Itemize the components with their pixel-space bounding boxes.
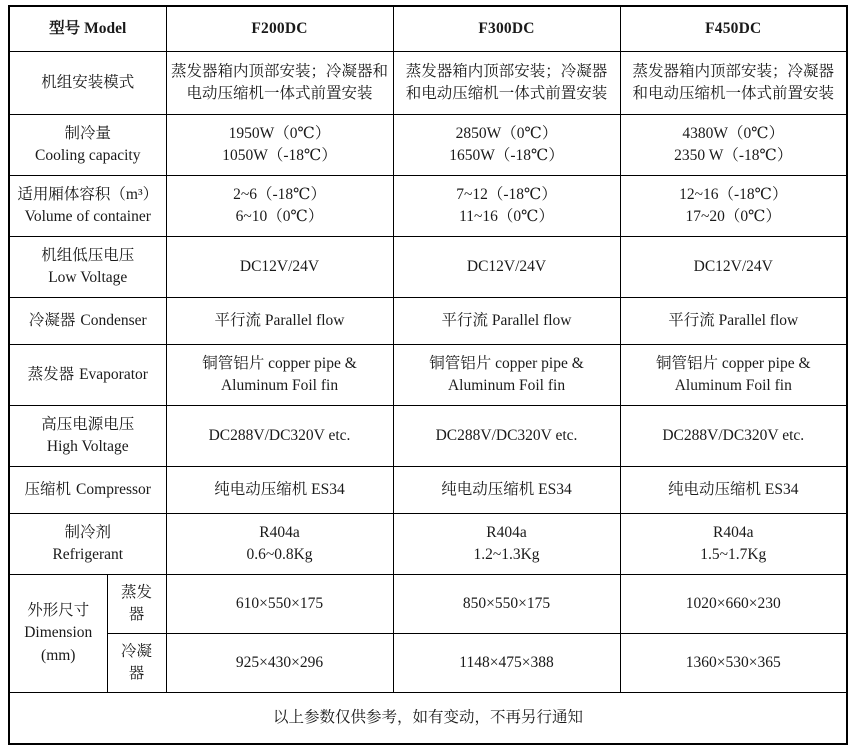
cell-refrigerant-f450dc: R404a 1.5~1.7Kg (620, 514, 847, 575)
cell-low-voltage-f450dc: DC12V/24V (620, 237, 847, 298)
cell-installation-mode-f200dc: 蒸发器箱内顶部安装；冷凝器和 电动压缩机一体式前置安装 (166, 52, 393, 115)
row-label-cooling-capacity: 制冷量 Cooling capacity (9, 115, 166, 176)
cell-compressor-f300dc: 纯电动压缩机 ES34 (393, 467, 620, 514)
cell-condenser-f300dc: 平行流 Parallel flow (393, 298, 620, 345)
cell-low-voltage-f300dc: DC12V/24V (393, 237, 620, 298)
model-header-f450dc: F450DC (620, 6, 847, 52)
cell-installation-mode-f300dc: 蒸发器箱内顶部安装；冷凝器 和电动压缩机一体式前置安装 (393, 52, 620, 115)
header-model-label-en: Model (84, 19, 127, 37)
row-label-volume-of-container: 适用厢体容积（m³） Volume of container (9, 176, 166, 237)
row-label-dimension: 外形尺寸 Dimension (mm) (9, 575, 107, 693)
cell-volume-f300dc: 7~12（-18℃） 11~16（0℃） (393, 176, 620, 237)
table-row-high-voltage (9, 406, 847, 467)
cell-high-voltage-f200dc: DC288V/DC320V etc. (166, 406, 393, 467)
cell-dimension-evaporator-f450dc: 1020×660×230 (620, 575, 847, 634)
table-row-installation-mode (9, 52, 847, 115)
table-row-evaporator (9, 345, 847, 406)
cell-low-voltage-f200dc: DC12V/24V (166, 237, 393, 298)
cell-condenser-f200dc: 平行流 Parallel flow (166, 298, 393, 345)
footer-note: 以上参数仅供参考，如有变动，不再另行通知 (9, 693, 847, 745)
cell-cooling-capacity-f300dc: 2850W（0℃） 1650W（-18℃） (393, 115, 620, 176)
row-label-installation-mode (9, 52, 166, 115)
cell-dimension-condenser-f450dc: 1360×530×365 (620, 634, 847, 693)
cell-volume-f450dc: 12~16（-18℃） 17~20（0℃） (620, 176, 847, 237)
cell-condenser-f450dc: 平行流 Parallel flow (620, 298, 847, 345)
table-row-footer-note (9, 693, 847, 745)
header-model-label (9, 6, 166, 52)
table-row-dimension-condenser (9, 634, 847, 693)
cell-evaporator-f450dc: 铜管铝片 copper pipe & Aluminum Foil fin (620, 345, 847, 406)
table-row-low-voltage (9, 237, 847, 298)
cell-dimension-evaporator-f200dc: 610×550×175 (166, 575, 393, 634)
row-label-low-voltage: 机组低压电压 Low Voltage (9, 237, 166, 298)
sub-label-condenser: 冷凝 器 (107, 634, 166, 693)
row-label-cn: 机组安装模式 (41, 73, 135, 91)
specification-table (8, 5, 848, 745)
table-header-row (9, 6, 847, 52)
table-row-compressor (9, 467, 847, 514)
cell-dimension-condenser-f300dc: 1148×475×388 (393, 634, 620, 693)
row-label-evaporator: 蒸发器 Evaporator (9, 345, 166, 406)
cell-high-voltage-f450dc: DC288V/DC320V etc. (620, 406, 847, 467)
cell-evaporator-f300dc: 铜管铝片 copper pipe & Aluminum Foil fin (393, 345, 620, 406)
cell-installation-mode-f450dc: 蒸发器箱内顶部安装；冷凝器 和电动压缩机一体式前置安装 (620, 52, 847, 115)
row-label-refrigerant: 制冷剂 Refrigerant (9, 514, 166, 575)
header-model-label-cn: 型号 (49, 19, 81, 37)
table-row-dimension-evaporator (9, 575, 847, 634)
cell-high-voltage-f300dc: DC288V/DC320V etc. (393, 406, 620, 467)
cell-compressor-f200dc: 纯电动压缩机 ES34 (166, 467, 393, 514)
model-header-f300dc: F300DC (393, 6, 620, 52)
table-row-refrigerant (9, 514, 847, 575)
cell-dimension-condenser-f200dc: 925×430×296 (166, 634, 393, 693)
cell-dimension-evaporator-f300dc: 850×550×175 (393, 575, 620, 634)
model-header-f200dc: F200DC (166, 6, 393, 52)
row-label-condenser: 冷凝器 Condenser (9, 298, 166, 345)
cell-cooling-capacity-f450dc: 4380W（0℃） 2350 W（-18℃） (620, 115, 847, 176)
table-row-cooling-capacity (9, 115, 847, 176)
row-label-compressor: 压缩机 Compressor (9, 467, 166, 514)
cell-refrigerant-f200dc: R404a 0.6~0.8Kg (166, 514, 393, 575)
sub-label-evaporator: 蒸发 器 (107, 575, 166, 634)
cell-cooling-capacity-f200dc: 1950W（0℃） 1050W（-18℃） (166, 115, 393, 176)
cell-refrigerant-f300dc: R404a 1.2~1.3Kg (393, 514, 620, 575)
table-row-condenser (9, 298, 847, 345)
table-row-volume-of-container (9, 176, 847, 237)
cell-compressor-f450dc: 纯电动压缩机 ES34 (620, 467, 847, 514)
cell-volume-f200dc: 2~6（-18℃） 6~10（0℃） (166, 176, 393, 237)
cell-evaporator-f200dc: 铜管铝片 copper pipe & Aluminum Foil fin (166, 345, 393, 406)
row-label-high-voltage: 高压电源电压 High Voltage (9, 406, 166, 467)
